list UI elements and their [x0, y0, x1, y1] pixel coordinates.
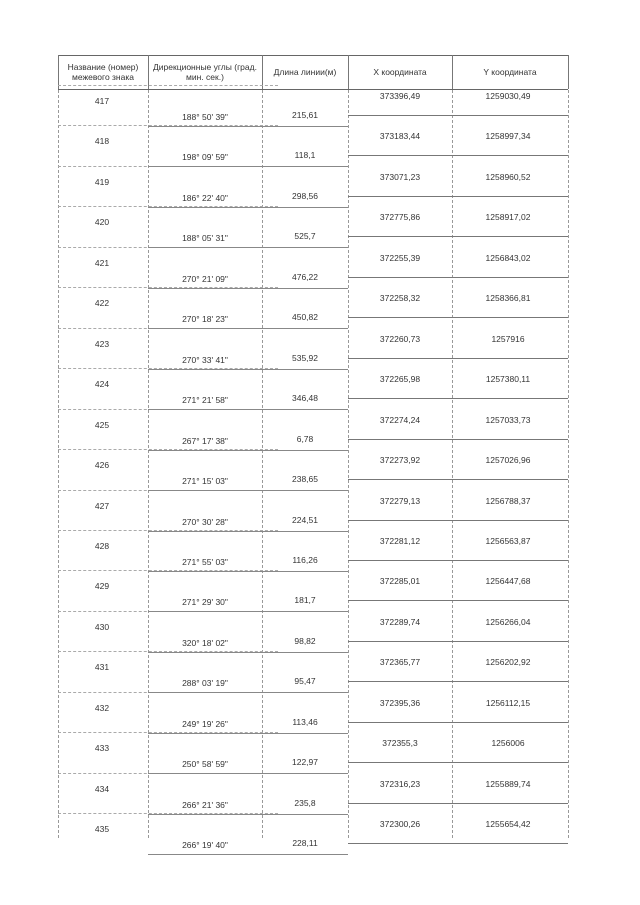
- column-border: [58, 55, 59, 838]
- point-y-coordinate: 1256447,68: [485, 576, 531, 587]
- point-x-coordinate: 372355,3: [382, 738, 418, 749]
- direction-angle: 271° 21' 58": [182, 395, 228, 406]
- point-y-coordinate: 1258917,02: [485, 212, 531, 223]
- segment-row-line: [148, 166, 348, 167]
- point-name: 426: [94, 460, 110, 471]
- point-name: 420: [94, 217, 110, 228]
- direction-angle: 320° 18' 02": [182, 637, 228, 648]
- header-point-name: Название (номер) межевого знака: [67, 62, 139, 82]
- direction-angle: 270° 18' 23": [182, 314, 228, 325]
- segment-row-line: [148, 652, 348, 653]
- point-y-coordinate: 1256266,04: [485, 616, 531, 627]
- line-length: 476,22: [292, 271, 318, 282]
- segment-row-line: [148, 854, 348, 855]
- line-length: 450,82: [292, 312, 318, 323]
- point-y-coordinate: 1258960,52: [485, 171, 531, 182]
- point-name: 418: [94, 136, 110, 147]
- header-column-border: [568, 55, 569, 89]
- line-length: 6,78: [296, 433, 314, 444]
- header-column-border: [262, 55, 263, 89]
- point-y-coordinate: 1256788,37: [485, 495, 531, 506]
- column-border: [148, 55, 149, 838]
- point-name: 421: [94, 257, 110, 268]
- point-name: 432: [94, 702, 110, 713]
- coordinate-row-line: [348, 722, 568, 723]
- segment-row-line: [148, 571, 348, 572]
- point-y-coordinate: 1255654,42: [485, 819, 531, 830]
- point-x-coordinate: 372265,98: [379, 374, 421, 385]
- line-length: 346,48: [292, 393, 318, 404]
- column-border: [568, 55, 569, 838]
- point-x-coordinate: 372279,13: [379, 495, 421, 506]
- coordinate-row-line: [348, 560, 568, 561]
- coordinate-row-line: [348, 115, 568, 116]
- point-y-coordinate: 1258997,34: [485, 131, 531, 142]
- direction-angle: 271° 29' 30": [182, 597, 228, 608]
- point-x-coordinate: 373183,44: [379, 131, 421, 142]
- coordinate-row-line: [348, 358, 568, 359]
- direction-angle: 266° 19' 40": [182, 840, 228, 851]
- point-x-coordinate: 372365,77: [379, 657, 421, 668]
- segment-row-line: [148, 247, 348, 248]
- header-bottom-border: [58, 89, 568, 90]
- coordinate-row-line: [348, 520, 568, 521]
- coordinate-row-line: [348, 277, 568, 278]
- direction-angle: 270° 30' 28": [182, 516, 228, 527]
- point-x-coordinate: 372260,73: [379, 333, 421, 344]
- segment-row-line: [148, 409, 348, 410]
- point-y-coordinate: 1257916: [491, 333, 525, 344]
- line-length: 116,26: [292, 554, 318, 565]
- coordinate-row-line: [348, 641, 568, 642]
- direction-angle: 188° 50' 39": [182, 112, 228, 122]
- point-x-coordinate: 372274,24: [379, 414, 421, 425]
- segment-row-line: [148, 773, 348, 774]
- point-name: 423: [94, 338, 110, 349]
- direction-angle: 250° 58' 59": [182, 759, 228, 770]
- point-name: 425: [94, 419, 110, 430]
- coordinate-row-line: [348, 236, 568, 237]
- direction-angle: 249° 19' 26": [182, 718, 228, 729]
- point-x-coordinate: 372775,86: [379, 212, 421, 223]
- point-name: 419: [94, 176, 110, 187]
- point-x-coordinate: 372281,12: [379, 535, 421, 546]
- point-y-coordinate: 1256112,15: [485, 697, 531, 708]
- direction-angle: 271° 55' 03": [182, 556, 228, 567]
- segment-row-line: [148, 450, 348, 451]
- point-y-coordinate: 1257380,11: [485, 374, 531, 385]
- header-x-coordinate: X координата: [373, 67, 427, 77]
- coordinate-row-line: [348, 843, 568, 844]
- point-x-coordinate: 372289,74: [379, 616, 421, 627]
- point-y-coordinate: 1255889,74: [485, 778, 531, 789]
- line-length: 298,56: [292, 190, 318, 201]
- direction-angle: 198° 09' 59": [182, 152, 228, 163]
- point-name: 422: [94, 298, 110, 309]
- point-x-coordinate: 372255,39: [379, 252, 421, 263]
- point-y-coordinate: 1258366,81: [485, 293, 531, 304]
- line-length: 113,46: [292, 716, 318, 727]
- coordinate-row-line: [348, 398, 568, 399]
- line-length: 98,82: [294, 635, 316, 646]
- point-name: 417: [94, 96, 110, 106]
- line-length: 228,11: [292, 838, 318, 849]
- line-length: 235,8: [294, 797, 316, 808]
- direction-angle: 188° 05' 31": [182, 233, 228, 244]
- header-column-border: [452, 55, 453, 89]
- point-name: 428: [94, 540, 110, 551]
- line-length: 215,61: [292, 110, 318, 120]
- segment-row-line: [148, 288, 348, 289]
- coordinate-row-line: [348, 600, 568, 601]
- point-x-coordinate: 372395,36: [379, 697, 421, 708]
- coordinate-row-line: [348, 479, 568, 480]
- point-x-coordinate: 373071,23: [379, 171, 421, 182]
- header-top-border: [58, 55, 568, 56]
- coordinate-row-line: [348, 439, 568, 440]
- header-direction-angle: Дирекционные углы (град. мин. сек.): [153, 62, 257, 82]
- line-length: 118,1: [294, 150, 316, 161]
- point-y-coordinate: 1256843,02: [485, 252, 531, 263]
- line-length: 122,97: [292, 757, 318, 768]
- header-line-length: Длина линии(м): [273, 67, 337, 77]
- direction-angle: 186° 22' 40": [182, 192, 228, 203]
- direction-angle: 271° 15' 03": [182, 476, 228, 487]
- point-name: 434: [94, 783, 110, 794]
- segment-row-line: [148, 490, 348, 491]
- point-y-coordinate: 1256006: [491, 738, 525, 749]
- coordinate-row-line: [348, 681, 568, 682]
- point-y-coordinate: 1259030,49: [485, 91, 531, 101]
- point-name: 429: [94, 581, 110, 592]
- line-length: 95,47: [294, 676, 316, 687]
- direction-angle: 266° 21' 36": [182, 799, 228, 810]
- point-x-coordinate: 372258,32: [379, 293, 421, 304]
- segment-row-line: [148, 814, 348, 815]
- point-name: 435: [94, 824, 110, 835]
- coordinate-row-line: [348, 762, 568, 763]
- line-length: 224,51: [292, 514, 318, 525]
- segment-row-line: [148, 692, 348, 693]
- point-x-coordinate: 372285,01: [379, 576, 421, 587]
- header-column-border: [148, 55, 149, 89]
- point-x-coordinate: 373396,49: [379, 91, 421, 101]
- segment-row-line: [148, 126, 348, 127]
- point-y-coordinate: 1256202,92: [485, 657, 531, 668]
- header-column-border: [58, 55, 59, 89]
- point-name: 430: [94, 621, 110, 632]
- segment-row-line: [148, 531, 348, 532]
- coordinate-row-line: [348, 803, 568, 804]
- point-name: 424: [94, 379, 110, 390]
- segment-row-line: [148, 369, 348, 370]
- direction-angle: 270° 33' 41": [182, 354, 228, 365]
- point-y-coordinate: 1256563,87: [485, 535, 531, 546]
- direction-angle: 270° 21' 09": [182, 273, 228, 284]
- coordinate-row-line: [348, 196, 568, 197]
- point-y-coordinate: 1257033,73: [485, 414, 531, 425]
- coordinate-row-line: [348, 155, 568, 156]
- coordinate-row-line: [348, 317, 568, 318]
- segment-row-line: [148, 611, 348, 612]
- line-length: 525,7: [294, 231, 316, 242]
- point-row-line: [58, 85, 278, 86]
- line-length: 238,65: [292, 474, 318, 485]
- column-border: [348, 55, 349, 838]
- line-length: 181,7: [294, 595, 316, 606]
- header-column-border: [348, 55, 349, 89]
- direction-angle: 267° 17' 38": [182, 435, 228, 446]
- point-name: 433: [94, 743, 110, 754]
- point-x-coordinate: 372273,92: [379, 455, 421, 466]
- point-x-coordinate: 372316,23: [379, 778, 421, 789]
- segment-row-line: [148, 733, 348, 734]
- segment-row-line: [148, 207, 348, 208]
- point-x-coordinate: 372300,26: [379, 819, 421, 830]
- header-y-coordinate: Y координата: [483, 67, 537, 77]
- point-name: 431: [94, 662, 110, 673]
- direction-angle: 288° 03' 19": [182, 678, 228, 689]
- point-y-coordinate: 1257026,96: [485, 455, 531, 466]
- segment-row-line: [148, 328, 348, 329]
- line-length: 535,92: [292, 352, 318, 363]
- point-name: 427: [94, 500, 110, 511]
